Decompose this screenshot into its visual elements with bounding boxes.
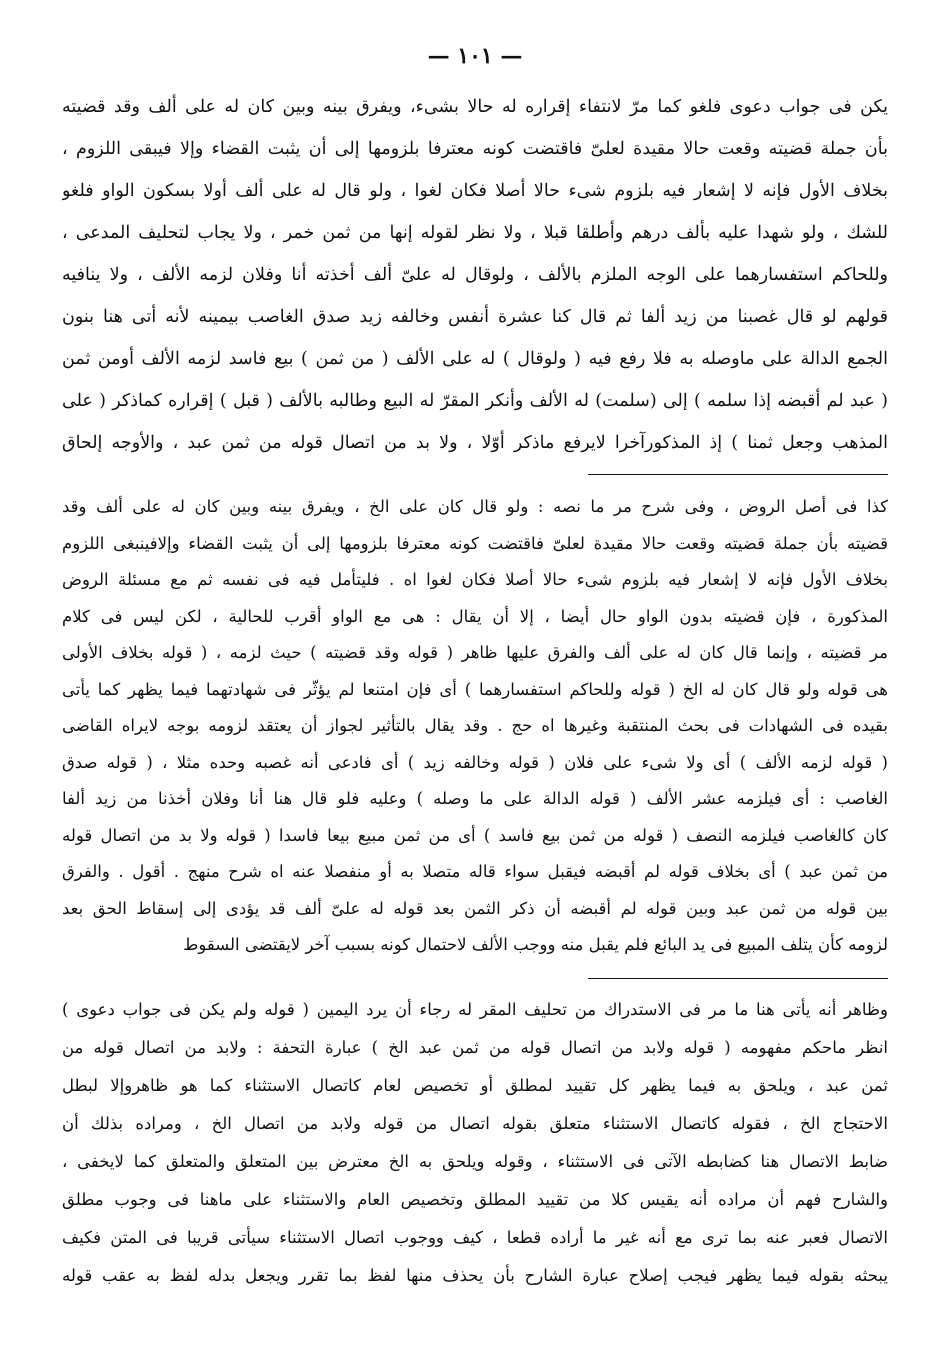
commentary-line: الاحتجاج الخ ، فقوله كاتصال الاستثناء متعلق بقوله اتصال من قوله ولابد من اتصال الخ ، ومراده بذلك أن: [62, 1113, 888, 1133]
commentary-line: من ثمن عبد ) أى بخلاف قوله لم أقبضه فيقبل سواء قاله متصلا به أو منفصلا عنه اه شرح منهج . أقول . والفرق: [62, 862, 888, 881]
commentary-line: مر قضيته ، وإنما قال كان له على ألف والفرق عليها ظاهر ( قوله وقد قضيته ) حيث لزمه ، ( قوله بخلاف الأولى: [62, 643, 888, 662]
page-number: — ١٠١ —: [427, 43, 523, 69]
main-text-line: بخلاف الأول فإنه لا إشعار فيه بلزوم شىء حالا أصلا فكان لغوا ، ولو قال له على ألف أولا بسكون الواو فلغو: [62, 181, 888, 201]
commentary-line: بين قوله من ثمن عبد وبين قوله لم أقبضه أن ذكر الثمن بعد قوله له علىّ ألف قد يؤدى إلى إسقاط الحق بعد: [62, 898, 888, 918]
commentary-line: قضيته بأن جملة قضيته وقعت حالا مقيدة لعلىّ فاقتضت كونه معترفا بلزومها إلى أن يثبت القضاء وإلافينبغى اللزوم: [62, 533, 888, 553]
section-divider: [588, 474, 888, 475]
main-text-line: قولهم لو قال غصبنا من زيد ألفا ثم قال كنا عشرة أنفس وخالفه زيد صدق الغاصب بيمينه لأنه أتى هنا بنون: [62, 307, 888, 327]
commentary-line: وظاهر أنه يأتى هنا ما مر فى الاستدراك من تحليف المقر له رجاء أن يرد اليمين ( قوله ولم يكن فى جواب دعوى ): [62, 999, 888, 1019]
commentary-line: لزومه كأن يتلف المبيع فى يد البائع فلم يقبل منه ووجب الألف لاحتمال كونه بسبب آخر لايقتضى السقوط: [183, 935, 888, 954]
commentary-line: كذا فى أصل الروض ، وفى شرح مر ما نصه : ولو قال كان على الخ ، ويفرق بينه وبين كان له على ألف وقد: [62, 497, 888, 516]
main-text-line: الجمع الدالة على ماوصله به فلا رفع فيه ( ولوقال ) له على الألف ( من ثمن ) بيع فاسد لزمه الألف أومن ثمن: [62, 349, 888, 369]
commentary-line: ( قوله لزمه الألف ) أى ولا شىء على فلان ( قوله وخالفه زيد ) أى فادعى أنه غصبه وحده مثلا ، ( قوله صدق: [62, 752, 888, 772]
main-text-line: بأن جملة قضيته وقعت حالا مقيدة لعلىّ فاقتضت كونه معترفا بلزومها إلى أن يثبت القضاء وإلا فيبقى اللزوم ،: [62, 139, 888, 159]
commentary-line: الاتصال فعبر عنه بما ترى مع أنه غير ما أراده قطعا ، كيف ووجوب اتصال الاستثناء سيأتى قريبا فى المتن فكيف: [62, 1227, 888, 1247]
section-divider: [588, 978, 888, 979]
commentary-line: الغاصب : أى فيلزمه عشر الألف ( قوله الدالة على ما وصله ) وعليه فلو قال هنا أنا وفلان أخذنا من زيد ألفا: [62, 789, 888, 808]
commentary-line: بقيده فى الشهادات فى بحث المنتقبة وغيرها اه حج . وقد يقال بالتأثير لجواز أن يعتقد لزومه بوجه لايراه القاضى: [62, 716, 888, 735]
commentary-line: انظر ماحكم مفهومه ( قوله ولابد من اتصال قوله من ثمن عبد الخ ) عبارة التحفة : ولابد من اتصال قوله من: [62, 1037, 888, 1057]
commentary-line: ضابط الاتصال هنا كضابطه الآتى فى الاستثناء ، وقوله ويلحق به الخ معترض بين المتعلق والمتعلق كما لايخفى ،: [62, 1151, 888, 1171]
main-text: [62, 86, 888, 464]
commentary-line: يبحثه بقوله فيما يظهر فيجب إصلاح عبارة الشارح بأن يحذف منها لفظ بما تقرر ويجعل بدله لفظ به عقب قوله: [62, 1265, 888, 1285]
commentary-line: هى قوله ولو قال كان له الخ ( قوله وللحاكم استفسارهما ) أى فإن امتنعا لم يؤثّر فى شهادتهما فيما يظهر كما يأتى: [62, 679, 888, 699]
commentary-line: كان كالغاصب فيلزمه النصف ( قوله من ثمن بيع فاسد ) أى من ثمن مبيع بيعا فاسدا ( قوله ولا بد من اتصال قوله: [62, 825, 888, 845]
commentary-line: والشارح فهم أن مراده أنه يقيس كلا من تقييد المطلق وتخصيص العام والاستثناء على ماهنا فى وجوب مطلق: [62, 1189, 888, 1209]
main-text-line: يكن فى جواب دعوى فلغو كما مرّ لانتفاء إقراره له حالا بشىء، ويفرق بينه وبين كان له على ألف وقد قضيته: [62, 97, 888, 117]
main-text-line: المذهب وجعل ثمنا ) إذ المذكورآخرا لايرفع ماذكر أوّلا ، ولا بد من اتصال قوله من ثمن عبد ، والأوجه إلحاق: [62, 433, 888, 453]
commentary-line: بخلاف الأول فإنه لا إشعار فيه بلزوم شىء حالا أصلا فكان لغوا اه . فليتأمل فيه فى نفسه ثم مع مسئلة الروض: [62, 570, 888, 589]
main-text-line: ( عبد لم أقبضه إذا سلمه ) إلى (سلمت) له الألف وأنكر المقرّ له البيع وطالبه بالألف ( قبل ) إقراره كماذكر ( على: [62, 391, 888, 411]
main-text-line: وللحاكم استفسارهما على الوجه الملزم بالألف ، ولوقال له علىّ ألف أخذته أنا وفلان لزمه الألف ، ولا ينافيه: [62, 265, 888, 285]
commentary-line: ثمن عبد ، ويلحق به فيما يظهر كل تقييد لمطلق أو تخصيص لعام كاتصال الاستثناء كما هو ظاهروإلا لبطل: [62, 1075, 888, 1095]
commentary-first: [62, 489, 888, 964]
book-page: [62, 40, 888, 1350]
commentary-second: [62, 991, 888, 1295]
main-text-line: للشك ، ولو شهدا عليه بألف درهم وأطلقا قبلا ، ولا نظر لقوله إنها من ثمن خمر ، ولا يجاب لتحليف المدعى ،: [62, 223, 888, 243]
commentary-line: المذكورة ، فإن قضيته بدون الواو حال أيضا ، إلا أن يقال : هى مع الواو أقرب للحالية ، لكن ليس فى كلام: [62, 606, 888, 626]
